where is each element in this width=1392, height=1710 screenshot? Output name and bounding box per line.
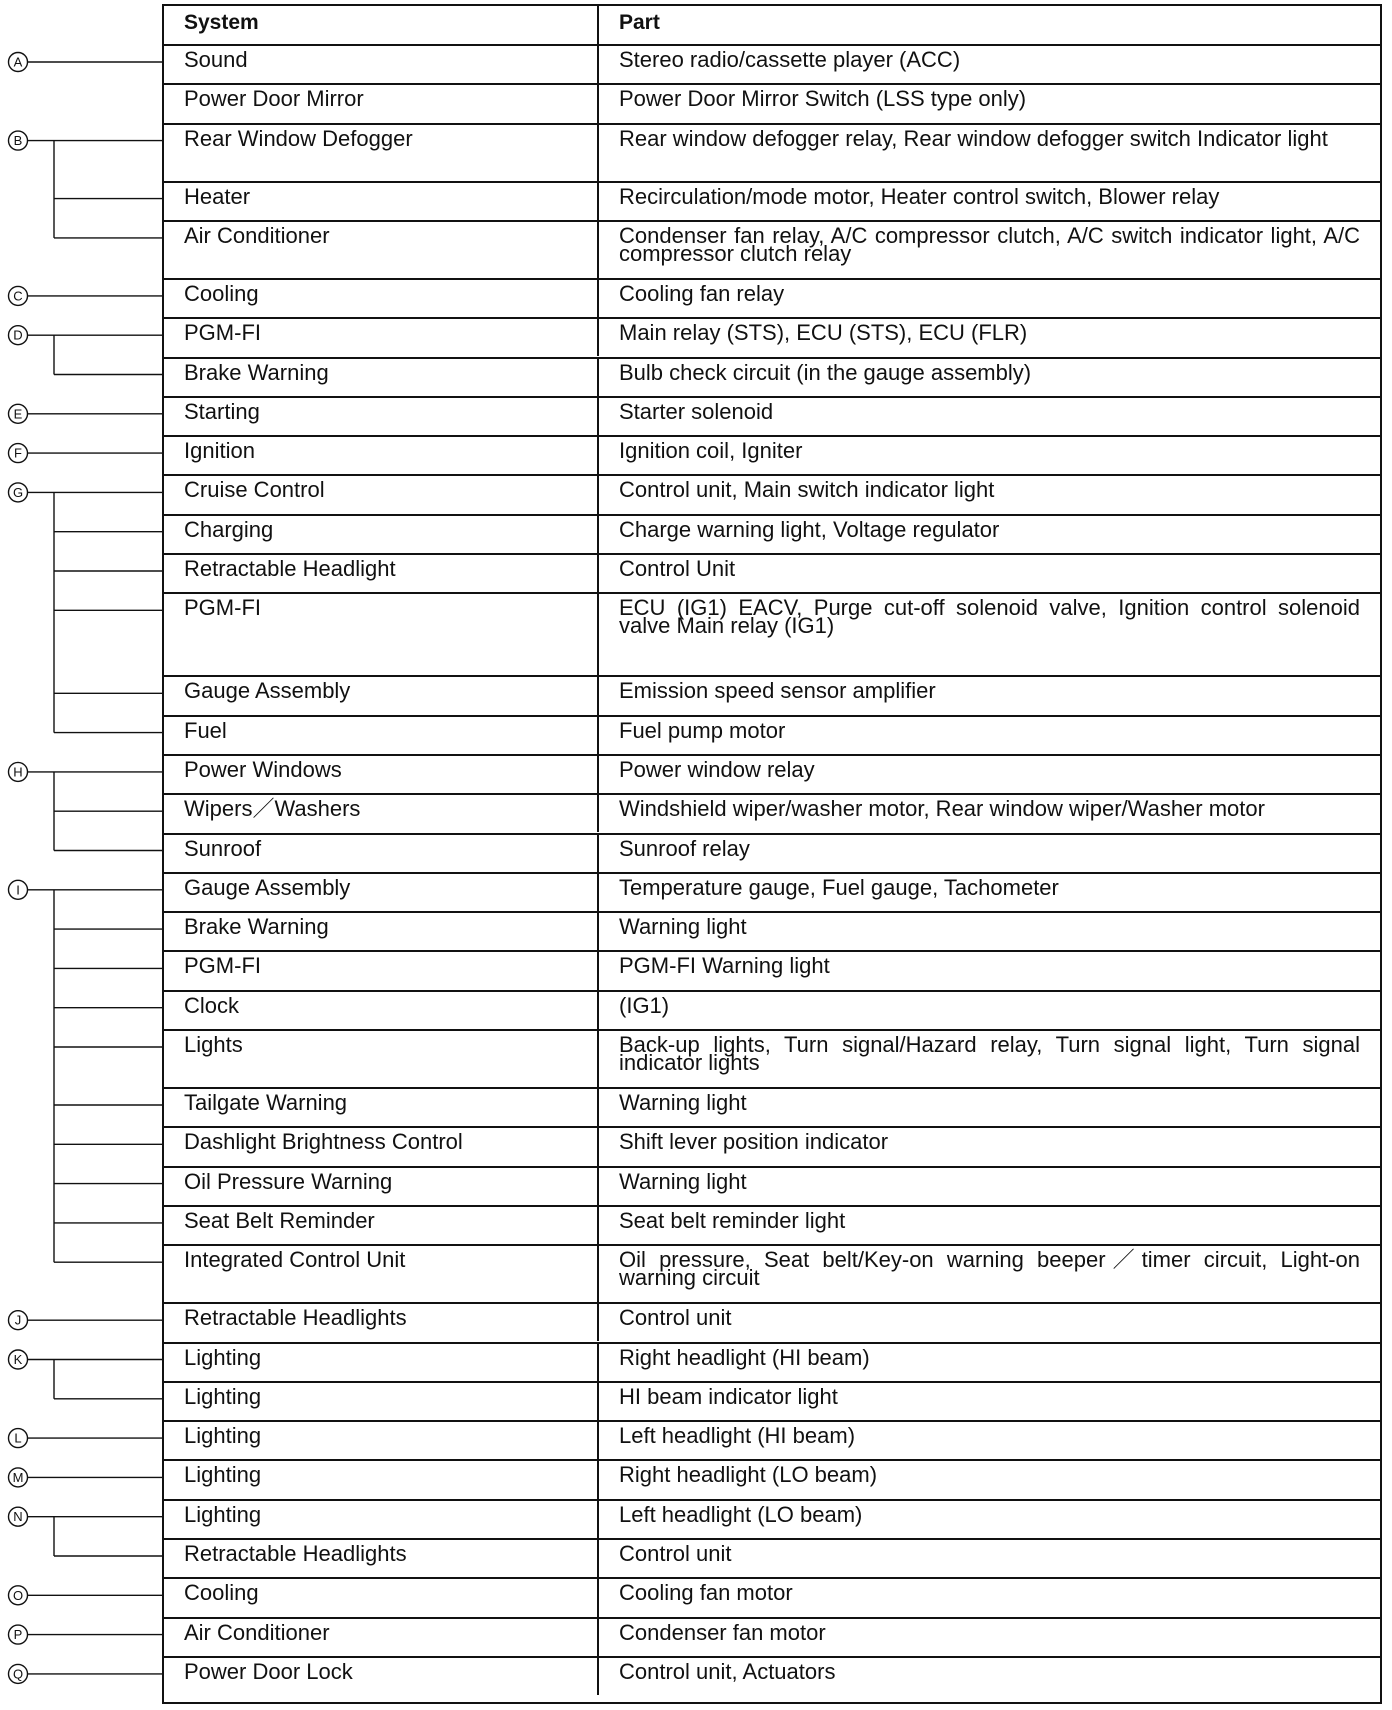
table-row [164, 278, 1380, 317]
table-row [164, 1538, 1380, 1577]
system-cell: Brake Warning [164, 913, 599, 950]
table-row [164, 1617, 1380, 1656]
part-cell: Cooling fan relay [619, 280, 785, 306]
table-row [164, 1029, 1380, 1087]
fuse-label-letter: A [13, 54, 23, 70]
system-cell: Air Conditioner [164, 1619, 599, 1656]
system-cell: Ignition [164, 437, 599, 474]
system-cell: Lighting [164, 1383, 599, 1420]
fuse-label-letter: P [13, 1627, 23, 1643]
table-row [164, 1656, 1380, 1695]
table-row [164, 715, 1380, 754]
part-cell: (IG1) [619, 992, 670, 1018]
system-cell: Cruise Control [164, 476, 599, 513]
part-cell: Bulb check circuit (in the gauge assembly) [619, 359, 1032, 385]
part-cell: Control unit [619, 1305, 732, 1331]
fuse-label-letter: I [16, 882, 20, 898]
fuse-label-letter: K [13, 1352, 23, 1367]
table-row [164, 553, 1380, 592]
table-row [164, 950, 1380, 989]
table-row [164, 514, 1380, 553]
system-cell: Sound [164, 46, 599, 83]
part-cell: Warning light [619, 1168, 747, 1194]
table-row [164, 990, 1380, 1029]
fuse-connector-a [9, 53, 163, 72]
system-cell: Gauge Assembly [164, 874, 599, 911]
part-cell: Right headlight (LO beam) [619, 1462, 878, 1488]
fuse-label-letter: E [13, 406, 23, 422]
part-cell: Windshield wiper/washer motor, Rear window wiper/Washer motor [619, 796, 1265, 822]
table-row [164, 1087, 1380, 1126]
part-cell: Left headlight (LO beam) [619, 1501, 863, 1527]
table-row [164, 1577, 1380, 1616]
fuse-connector-c [9, 286, 163, 305]
system-cell: Fuel [164, 717, 599, 754]
table-row [164, 1166, 1380, 1205]
fuse-label-letter: N [13, 1509, 23, 1525]
part-cell: Fuel pump motor [619, 717, 786, 743]
system-cell: Wipers／Washers [164, 795, 599, 832]
part-cell: Seat belt reminder light [619, 1207, 846, 1233]
system-cell: PGM-FI [164, 594, 599, 675]
table-row [164, 754, 1380, 793]
table-row [164, 44, 1380, 83]
part-cell: Oil pressure, Seat belt/Key-on warning beeper／timer circuit, Light-on warning circuit [619, 1247, 1360, 1291]
system-cell: Tailgate Warning [164, 1089, 599, 1126]
system-cell: Brake Warning [164, 359, 599, 396]
table-row [164, 1342, 1380, 1381]
fuse-label-letter: M [12, 1469, 24, 1485]
header-system: System [164, 6, 599, 44]
system-cell: Rear Window Defogger [164, 125, 599, 181]
system-cell: Dashlight Brightness Control [164, 1128, 599, 1165]
system-cell: Power Windows [164, 756, 599, 793]
header-part: Part [619, 11, 660, 34]
part-cell: Power window relay [619, 756, 815, 782]
system-cell: Gauge Assembly [164, 677, 599, 714]
fuse-connector-l [9, 1429, 163, 1448]
part-cell: Main relay (STS), ECU (STS), ECU (FLR) [619, 320, 1028, 346]
system-cell: Retractable Headlights [164, 1304, 599, 1341]
part-cell: Warning light [619, 914, 747, 940]
part-cell: Shift lever position indicator [619, 1129, 889, 1155]
part-cell: ECU (IG1) EACV, Purge cut-off solenoid valve, Ignition control solenoid valve Main relay (IG1) [619, 595, 1360, 639]
system-cell: Power Door Lock [164, 1658, 599, 1695]
fuse-circuit-table [162, 4, 1382, 1704]
table-row [164, 1499, 1380, 1538]
system-cell: Retractable Headlight [164, 555, 599, 592]
part-cell: Control Unit [619, 556, 736, 581]
part-cell: Condenser fan relay, A/C compressor clutch, A/C switch indicator light, A/C compressor clutch relay [619, 222, 1360, 266]
table-row [164, 592, 1380, 675]
fuse-connector-j [9, 1311, 163, 1330]
part-cell: Back-up lights, Turn signal/Hazard relay, Turn signal light, Turn signal indicator lights [619, 1032, 1360, 1075]
part-cell: Control unit [619, 1541, 732, 1566]
table-row [164, 911, 1380, 950]
fuse-connector-o [9, 1586, 163, 1605]
system-cell: Starting [164, 398, 599, 435]
table-row [164, 83, 1380, 122]
fuse-label-letter: D [13, 327, 23, 343]
system-cell: Retractable Headlights [164, 1540, 599, 1577]
table-row [164, 220, 1380, 278]
part-cell: Cooling fan motor [619, 1580, 793, 1606]
fuse-label-letter: Q [12, 1666, 24, 1682]
table-row [164, 833, 1380, 872]
part-cell: Temperature gauge, Fuel gauge, Tachometer [619, 874, 1059, 900]
fuse-connector-g [9, 483, 163, 733]
part-cell: Recirculation/mode motor, Heater control switch, Blower relay [619, 183, 1220, 209]
fuse-connector-e [9, 404, 163, 423]
system-cell: Cooling [164, 1579, 599, 1616]
table-row [164, 123, 1380, 181]
part-cell: HI beam indicator light [619, 1383, 838, 1409]
table-row [164, 1459, 1380, 1498]
part-cell: Sunroof relay [619, 835, 750, 861]
table-row [164, 1420, 1380, 1459]
table-row [164, 435, 1380, 474]
fuse-label-letter: O [12, 1587, 24, 1603]
part-cell: Ignition coil, Igniter [619, 438, 803, 464]
part-cell: Control unit, Actuators [619, 1658, 836, 1684]
part-cell: Starter solenoid [619, 398, 774, 424]
table-row [164, 1126, 1380, 1165]
fuse-label-letter: B [13, 133, 23, 149]
system-cell: Lighting [164, 1344, 599, 1381]
system-cell: Sunroof [164, 835, 599, 872]
system-cell: Clock [164, 992, 599, 1029]
fuse-connector-p [9, 1625, 163, 1644]
fuse-label-letter: G [12, 484, 24, 500]
part-cell: Emission speed sensor amplifier [619, 678, 936, 704]
system-cell: Cooling [164, 280, 599, 317]
fuse-label-letter: H [13, 764, 23, 780]
part-cell: PGM-FI Warning light [619, 953, 830, 979]
part-cell: Condenser fan motor [619, 1619, 826, 1645]
table-row [164, 474, 1380, 513]
system-cell: Lights [164, 1031, 599, 1087]
fuse-connector-m [9, 1468, 163, 1487]
table-row [164, 1302, 1380, 1341]
system-cell: Lighting [164, 1422, 599, 1459]
fuse-label-letter: J [14, 1312, 22, 1328]
system-cell: Seat Belt Reminder [164, 1207, 599, 1244]
system-cell: Oil Pressure Warning [164, 1168, 599, 1205]
system-cell: Power Door Mirror [164, 85, 599, 122]
part-cell: Control unit, Main switch indicator light [619, 477, 995, 503]
table-row [164, 872, 1380, 911]
part-cell: Left headlight (HI beam) [619, 1423, 856, 1449]
system-cell: Lighting [164, 1461, 599, 1498]
table-row [164, 317, 1380, 356]
fuse-connector-n [9, 1507, 163, 1556]
table-row [164, 1381, 1380, 1420]
fuse-connector-k [9, 1350, 163, 1399]
fuse-label-letter: C [13, 288, 23, 304]
table-header-row [164, 6, 1380, 44]
fuse-connector-i [9, 880, 163, 1262]
fuse-connector-d [9, 326, 163, 375]
fuse-connector-h [9, 762, 163, 850]
system-cell: PGM-FI [164, 319, 599, 356]
part-cell: Power Door Mirror Switch (LSS type only) [619, 86, 1027, 112]
fuse-label-letter: L [14, 1430, 22, 1446]
table-row [164, 181, 1380, 220]
part-cell: Charge warning light, Voltage regulator [619, 516, 1000, 542]
fuse-connector-b [9, 131, 163, 238]
system-cell: Air Conditioner [164, 222, 599, 278]
system-cell: Charging [164, 516, 599, 553]
table-row [164, 396, 1380, 435]
system-cell: Integrated Control Unit [164, 1246, 599, 1302]
table-row [164, 675, 1380, 714]
system-cell: PGM-FI [164, 952, 599, 989]
part-cell: Warning light [619, 1090, 747, 1115]
fuse-connector-q [9, 1664, 163, 1683]
table-row [164, 1205, 1380, 1244]
table-row [164, 793, 1380, 832]
table-row [164, 357, 1380, 396]
table-row [164, 1244, 1380, 1302]
system-cell: Lighting [164, 1501, 599, 1538]
fuse-connector-f [9, 444, 163, 463]
system-cell: Heater [164, 183, 599, 220]
fuse-label-letter: F [14, 445, 22, 461]
part-cell: Rear window defogger relay, Rear window defogger switch Indicator light [619, 125, 1328, 151]
part-cell: Right headlight (HI beam) [619, 1344, 870, 1370]
part-cell: Stereo radio/cassette player (ACC) [619, 47, 961, 72]
